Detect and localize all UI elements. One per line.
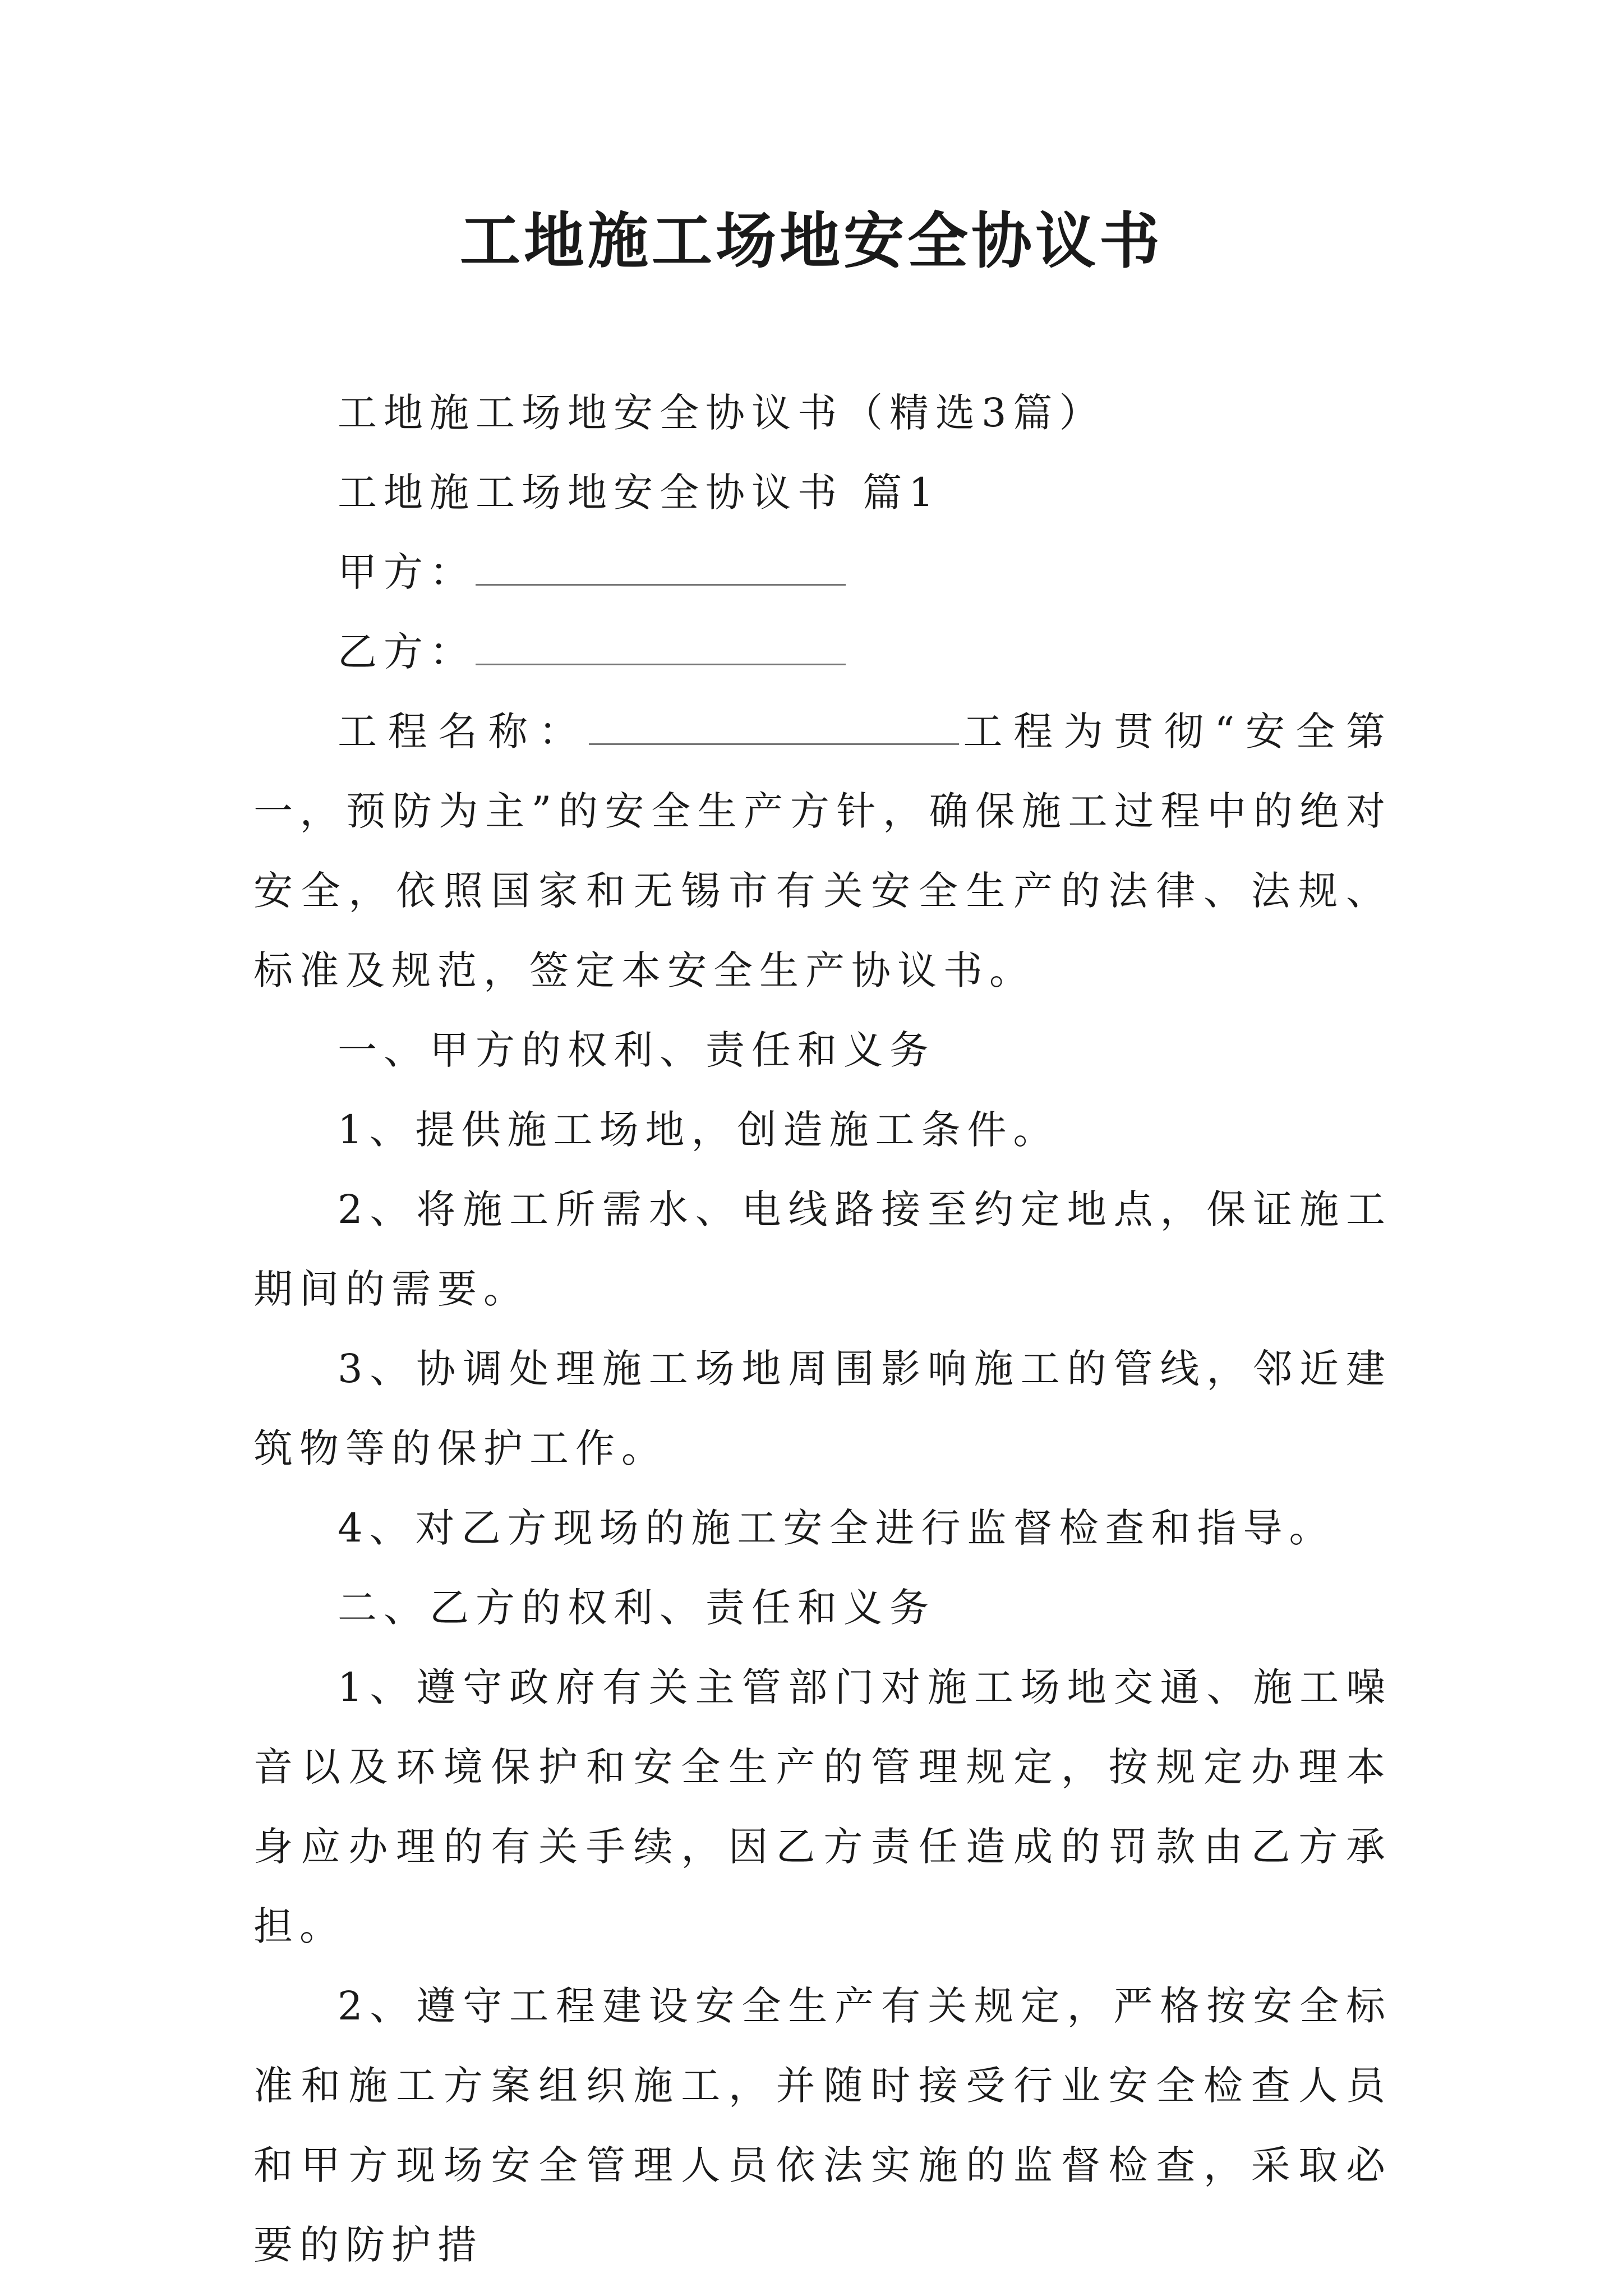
party-b-label: 乙方：: [338, 629, 476, 675]
project-label: 工程名称：: [338, 708, 589, 754]
project-text: 工程为贯彻“安全第一，预防为主”的安全生产方针，确保施工过程中的绝对安全，依照国家和无锡市有关安全生产的法律、法规、标准及规范，签定本安全生产协议书。: [253, 708, 1392, 993]
part-one-item-1: 1、提供施工场地，创造施工条件。: [338, 1107, 1059, 1153]
party-b-blank: [476, 630, 846, 665]
party-a-line: [253, 532, 1392, 612]
party-b-line: [253, 612, 1392, 692]
part-two-item-1: 1、遵守政府有关主管部门对施工场地交通、施工噪音以及环境保护和安全生产的管理规定，按规定办理本身应办理的有关手续，因乙方责任造成的罚款由乙方承担。: [253, 1664, 1392, 1949]
part-two-item-2: 2、遵守工程建设安全生产有关规定，严格按安全标准和施工方案组织施工，并随时接受行业安全检查人员和甲方现场安全管理人员依法实施的监督检查，采取必要的防护措: [253, 1983, 1392, 2268]
party-a-blank: [476, 550, 846, 586]
document-body: [253, 373, 1392, 2285]
section-heading: 工地施工场地安全协议书 篇1: [338, 470, 940, 516]
project-paragraph: [253, 692, 1392, 1010]
part-one-item-3: 3、协调处理施工场地周围影响施工的管线，邻近建筑物等的保护工作。: [253, 1346, 1392, 1471]
part-one-item-4: 4、对乙方现场的施工安全进行监督检查和指导。: [338, 1505, 1335, 1551]
document-title: 工地施工场地安全协议书: [459, 206, 1163, 277]
part-one-heading: 一、甲方的权利、责任和义务: [338, 1027, 935, 1073]
party-a-label: 甲方：: [338, 549, 476, 595]
part-two-heading: 二、乙方的权利、责任和义务: [338, 1585, 935, 1631]
document-subtitle: 工地施工场地安全协议书（精选3篇）: [338, 390, 1105, 436]
part-one-item-2: 2、将施工所需水、电线路接至约定地点，保证施工期间的需要。: [253, 1186, 1392, 1312]
project-name-blank: [589, 710, 959, 745]
